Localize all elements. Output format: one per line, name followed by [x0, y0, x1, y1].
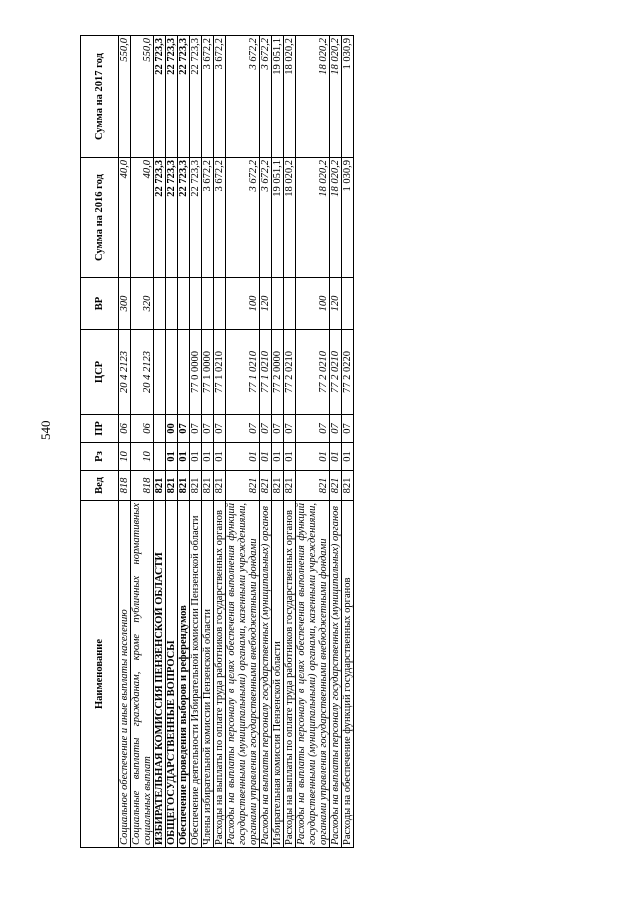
cell-pr: 06	[119, 415, 131, 443]
cell-rz: 01	[214, 443, 226, 471]
cell-sum2016: 22 723,3	[178, 158, 190, 278]
cell-sum2017: 22 723,3	[154, 36, 166, 158]
cell-name: ИЗБИРАТЕЛЬНАЯ КОМИССИЯ ПЕНЗЕНСКОЙ ОБЛАСТИ	[154, 501, 166, 848]
header-ved: Вед	[81, 471, 119, 501]
cell-sum2017: 550,0	[119, 36, 131, 158]
cell-sum2016: 3 672,2	[214, 158, 226, 278]
cell-ved: 818	[119, 471, 131, 501]
table-row	[214, 36, 226, 848]
cell-rz: 01	[178, 443, 190, 471]
cell-ved: 821	[178, 471, 190, 501]
cell-pr: 07	[190, 415, 202, 443]
cell-ved: 821	[296, 471, 330, 501]
cell-ved: 821	[284, 471, 296, 501]
cell-rz	[154, 443, 166, 471]
cell-sum2016: 22 723,3	[154, 158, 166, 278]
cell-pr: 07	[260, 415, 272, 443]
cell-name: Социальные выплаты гражданам, кроме публичных нормативных социальных выплат	[131, 501, 154, 848]
cell-rz: 01	[296, 443, 330, 471]
cell-rz: 01	[166, 443, 178, 471]
cell-rz: 01	[330, 443, 342, 471]
header-row	[81, 36, 119, 848]
cell-name: Расходы на выплаты персоналу государственных (муниципальных) органов	[330, 501, 342, 848]
cell-sum2016: 18 020,2	[330, 158, 342, 278]
cell-rz: 01	[190, 443, 202, 471]
cell-vr	[284, 278, 296, 330]
cell-sum2016: 40,0	[119, 158, 131, 278]
cell-csr: 20 4 2123	[131, 330, 154, 415]
page-number: 540	[38, 420, 53, 440]
cell-vr	[154, 278, 166, 330]
cell-name: Обеспечение деятельности Избирательной комиссии Пензенской области	[190, 501, 202, 848]
cell-name: Расходы на выплаты по оплате труда работников государственных органов	[214, 501, 226, 848]
cell-sum2016: 22 723,3	[190, 158, 202, 278]
cell-csr: 77 1 0000	[202, 330, 214, 415]
cell-csr: 77 1 0210	[260, 330, 272, 415]
cell-sum2016: 19 051,1	[272, 158, 284, 278]
table-row	[190, 36, 202, 848]
cell-sum2017: 22 723,3	[166, 36, 178, 158]
cell-name: ОБЩЕГОСУДАРСТВЕННЫЕ ВОПРОСЫ	[166, 501, 178, 848]
cell-name: Социальное обеспечение и иные выплаты населению	[119, 501, 131, 848]
cell-sum2017: 18 020,2	[330, 36, 342, 158]
cell-vr: 100	[296, 278, 330, 330]
cell-sum2016: 18 020,2	[296, 158, 330, 278]
cell-rz: 01	[226, 443, 260, 471]
cell-rz: 01	[202, 443, 214, 471]
cell-name: Расходы на выплаты персоналу в целях обеспечения выполнения функций государственными (муниципальными) органами, казенными учреждениями, органами управления государственными внебюджетными фондами	[226, 501, 260, 848]
cell-pr: 07	[296, 415, 330, 443]
cell-sum2017: 550,0	[131, 36, 154, 158]
cell-name: Расходы на выплаты персоналу в целях обеспечения выполнения функций государственными (муниципальными) органами, казенными учреждениями, органами управления государственными внебюджетными фондами	[296, 501, 330, 848]
cell-pr: 07	[342, 415, 354, 443]
table-row	[330, 36, 342, 848]
cell-vr	[178, 278, 190, 330]
cell-sum2016: 3 672,2	[226, 158, 260, 278]
rotated-table-wrapper	[80, 36, 539, 848]
cell-sum2016: 18 020,2	[284, 158, 296, 278]
cell-pr: 07	[214, 415, 226, 443]
header-sum-2016: Сумма на 2016 год	[81, 158, 119, 278]
cell-sum2016: 3 672,2	[260, 158, 272, 278]
cell-name: Члены избирательной комиссии Пензенской области	[202, 501, 214, 848]
cell-csr: 77 1 0210	[214, 330, 226, 415]
cell-csr: 77 2 0210	[284, 330, 296, 415]
table-row	[119, 36, 131, 848]
cell-rz: 01	[272, 443, 284, 471]
table-row	[260, 36, 272, 848]
cell-name: Расходы на выплаты персоналу государственных (муниципальных) органов	[260, 501, 272, 848]
cell-pr: 00	[166, 415, 178, 443]
cell-ved: 821	[214, 471, 226, 501]
table-row	[202, 36, 214, 848]
cell-rz: 01	[342, 443, 354, 471]
cell-pr: 07	[330, 415, 342, 443]
cell-ved: 821	[154, 471, 166, 501]
cell-rz: 01	[260, 443, 272, 471]
cell-ved: 821	[166, 471, 178, 501]
cell-pr	[154, 415, 166, 443]
cell-csr: 77 0 0000	[190, 330, 202, 415]
cell-pr: 07	[284, 415, 296, 443]
cell-vr: 120	[330, 278, 342, 330]
cell-ved: 821	[342, 471, 354, 501]
cell-sum2016: 22 723,3	[166, 158, 178, 278]
header-sum-2017: Сумма на 2017 год	[81, 36, 119, 158]
cell-ved: 821	[260, 471, 272, 501]
header-vr: ВР	[81, 278, 119, 330]
cell-ved: 821	[190, 471, 202, 501]
table-row	[131, 36, 154, 848]
cell-rz: 10	[119, 443, 131, 471]
table-row	[284, 36, 296, 848]
cell-sum2016: 40,0	[131, 158, 154, 278]
cell-vr	[166, 278, 178, 330]
cell-vr	[190, 278, 202, 330]
cell-sum2017: 3 672,2	[260, 36, 272, 158]
cell-name: Расходы на выплаты по оплате труда работников государственных органов	[284, 501, 296, 848]
cell-sum2017: 1 030,9	[342, 36, 354, 158]
cell-csr	[166, 330, 178, 415]
cell-pr: 06	[131, 415, 154, 443]
header-rz: Рз	[81, 443, 119, 471]
header-pr: ПР	[81, 415, 119, 443]
cell-pr: 07	[226, 415, 260, 443]
cell-sum2016: 1 030,9	[342, 158, 354, 278]
table-row	[178, 36, 190, 848]
cell-vr	[202, 278, 214, 330]
cell-pr: 07	[178, 415, 190, 443]
cell-vr: 120	[260, 278, 272, 330]
cell-sum2017: 3 672,2	[214, 36, 226, 158]
cell-csr: 77 2 0210	[296, 330, 330, 415]
table-row	[154, 36, 166, 848]
cell-sum2017: 3 672,2	[226, 36, 260, 158]
table-row	[226, 36, 260, 848]
cell-ved: 818	[131, 471, 154, 501]
cell-name: Обеспечение проведения выборов и референдумов	[178, 501, 190, 848]
table-row	[272, 36, 284, 848]
cell-vr: 300	[119, 278, 131, 330]
cell-sum2017: 18 020,2	[284, 36, 296, 158]
cell-csr: 77 2 0220	[342, 330, 354, 415]
cell-csr: 77 2 0000	[272, 330, 284, 415]
cell-ved: 821	[330, 471, 342, 501]
cell-sum2017: 19 051,1	[272, 36, 284, 158]
cell-sum2017: 18 020,2	[296, 36, 330, 158]
cell-csr	[178, 330, 190, 415]
cell-sum2017: 22 723,3	[190, 36, 202, 158]
cell-csr: 20 4 2123	[119, 330, 131, 415]
cell-vr: 320	[131, 278, 154, 330]
cell-sum2016: 3 672,2	[202, 158, 214, 278]
cell-sum2017: 22 723,3	[178, 36, 190, 158]
cell-ved: 821	[226, 471, 260, 501]
cell-vr: 100	[226, 278, 260, 330]
table-row	[342, 36, 354, 848]
table-row	[166, 36, 178, 848]
cell-ved: 821	[272, 471, 284, 501]
cell-rz: 10	[131, 443, 154, 471]
cell-sum2017: 3 672,2	[202, 36, 214, 158]
budget-table	[80, 35, 354, 848]
table-row	[296, 36, 330, 848]
header-name: Наименование	[81, 501, 119, 848]
cell-pr: 07	[202, 415, 214, 443]
cell-csr: 77 2 0210	[330, 330, 342, 415]
cell-rz: 01	[284, 443, 296, 471]
cell-vr	[342, 278, 354, 330]
cell-name: Расходы на обеспечение функций государственных органов	[342, 501, 354, 848]
cell-vr	[214, 278, 226, 330]
header-csr: ЦСР	[81, 330, 119, 415]
cell-csr: 77 1 0210	[226, 330, 260, 415]
cell-name: Избирательная комиссия Пензенской области	[272, 501, 284, 848]
cell-vr	[272, 278, 284, 330]
cell-pr: 07	[272, 415, 284, 443]
cell-ved: 821	[202, 471, 214, 501]
cell-csr	[154, 330, 166, 415]
